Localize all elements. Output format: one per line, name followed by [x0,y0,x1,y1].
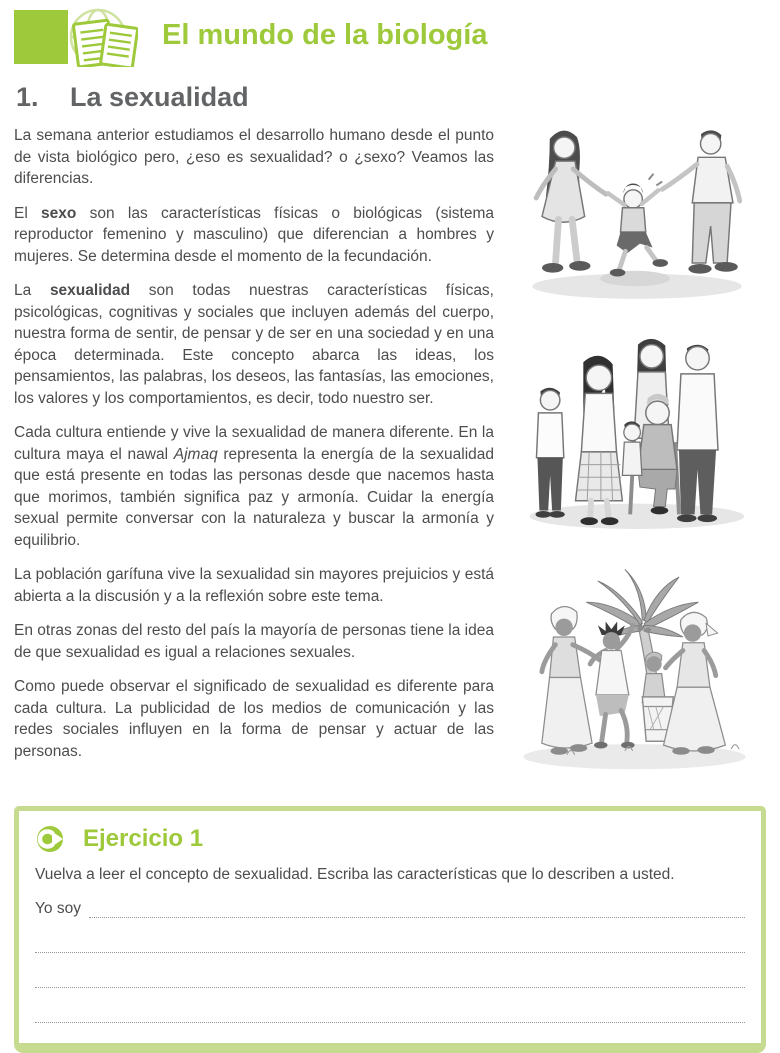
family-group-illustration [515,322,759,539]
paragraph: El sexo son las características físicas o biológicas (sistema reproductor femenino y masculino) que diferencian a hombres y mujeres. Se determina desde el momento de la fecundación. [14,204,494,265]
exercise-box [14,806,766,1053]
answer-blank-line[interactable] [35,918,745,953]
garifuna-dance-illustration [509,551,765,782]
paragraph: La población garífuna vive la sexualidad sin mayores prejuicios y está abierta a la discusión y a la reflexión sobre este tema. [14,566,494,605]
unit-header [14,6,766,68]
globe-and-papers-icon [14,7,138,67]
content-area [14,125,766,794]
arrow-right-circle-icon [37,826,63,852]
paragraph: Cada cultura entiende y vive la sexualidad de manera diferente. En la cultura maya el nawal Ajmaq representa la energía de la sexualidad que está presente en todas las personas desde que nacemos hasta que morimos, también significa paz y armonía. Cuidar la energía sexual permite conversar con la naturaleza y buscar la armonía y equilibrio. [14,424,494,549]
paragraph: En otras zonas del resto del país la mayoría de personas tiene la idea de que sexualidad es igual a relaciones sexuales. [14,622,494,661]
exercise-title: Ejercicio 1 [83,825,204,852]
exercise-header [37,825,745,853]
section-title: La sexualidad [70,82,249,112]
section-heading [16,82,766,113]
family-walking-illustration [511,125,763,310]
answer-blanks [33,918,745,1023]
paragraph: Como puede observar el significado de sexualidad es diferente para cada cultura. La publicidad de los medios de comunicación y las redes sociales influyen en la forma de pensar y actuar de las personas. [14,678,494,760]
paragraph: La sexualidad son todas nuestras características físicas, psicológicas, cognitivas y sociales que incluyen además del cuerpo, nuestra forma de sentir, de pensar y de ser en una sociedad y en una época determinada. Este concepto abarca las ideas, los pensamientos, las palabras, los deseos, las fantasías, las emociones, los valores y los comportamientos, es decir, todo nuestro ser. [14,282,494,407]
answer-blank-yo-soy[interactable] [89,900,745,918]
article-text [14,125,494,794]
answer-line-yo-soy [35,900,745,918]
illustration-column [508,125,766,794]
answer-blank-line[interactable] [35,953,745,988]
section-number: 1. [16,82,39,112]
unit-title: El mundo de la biología [162,18,488,51]
answer-blank-line[interactable] [35,988,745,1023]
paragraph: La semana anterior estudiamos el desarrollo humano desde el punto de vista biológico pero, ¿eso es sexualidad? o ¿sexo? Veamos las diferencias. [14,127,494,187]
answer-prefix: Yo soy [35,900,81,917]
exercise-instructions: Vuelva a leer el concepto de sexualidad. Escriba las características que lo describen a usted. [35,866,675,883]
